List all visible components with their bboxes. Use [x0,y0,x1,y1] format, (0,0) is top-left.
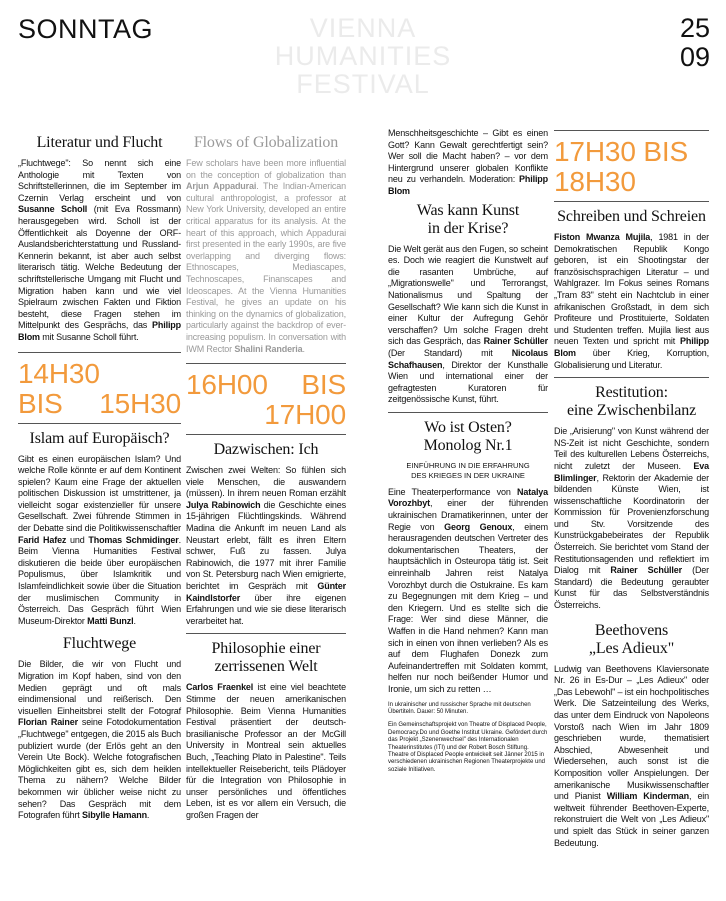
time-block: 16H00 BIS 17H00 [186,363,346,435]
article-title: Schreiben und Schreien [557,208,706,225]
festival-title [0,14,726,98]
article-title: Beethovens „Les Adieux" [588,621,675,657]
article-body: Fiston Mwanza Mujila, 1981 in der Demokratischen Republik Kongo geboren, ist ein Shootingstar der französischsprachigen Literatur – und Wahlgrazer. Im Fokus seines Romans „Tram 83" steht ein Nachtclub in einer afrikanischen Großstadt, in dem sich Profiteure und Prostituierte, Soldaten und Studenten treffen. Mujila liest aus neuen Texten und spricht mit Philipp Blom über Krieg, Korruption, Globalisierung und Literatur. [554,232,709,370]
column-3 [388,128,548,774]
article-body: Carlos Fraenkel ist eine viel beachtete Stimme der neuen amerikanischen Philosophie. Beim Vienna Humanities Festival präsentiert der deutsch-brasilianische Professor an der McGill University in Montreal sein aktuelles Buch, „Teaching Plato in Palestine". Teils intellektueller Reisebericht, teils Plädoyer für die Integration von Philosophie in unser persönliches und öffentliches Leben, ist es vor allem ein Versuch, die großen Fragen der [186,682,346,820]
date-month: 09 [679,42,710,72]
column-1 [18,130,181,824]
divider [554,377,709,378]
article-title: Wo ist Osten? Monolog Nr.1 [423,418,513,454]
festival-line-3: FESTIVAL [296,69,430,99]
article-body: Menschheitsgeschichte – Gibt es einen Gott? Kann Gewalt gerechtfertigt sein? Wer soll die Macht haben? – vor dem Hintergrund unserer globalen Konflikte neu zu verhandeln. Moderation: Philipp Blom [388,128,548,196]
article-title: Literatur und Flucht [36,134,163,151]
article-title: Philosophie einer zerrissenen Welt [211,640,321,676]
article-title: Flows of Globalization [193,134,339,151]
article-subtitle: EINFÜHRUNG IN DIE ERFAHRUNG DES KRIEGES IN DER UKRAINE [406,460,530,480]
date-label [680,14,710,72]
divider [186,633,346,634]
festival-line-1: VIENNA [309,13,417,43]
article-body: „Fluchtwege": So nennt sich eine Anthologie mit Texten von Schriftstellerinnen, die im September im Czernin Verlag erscheint und von Susanne Scholl (mit Eva Rossmann) herausgegeben wird. Scholl ist der Öffentlichkeit als Doyenne der ORF-Auslandsberichterstattung und Russland-Kennerin bekannt, ist aber auch selbst literarisch tätig. Welche Bedeutung der schriftstellerische Umgang mit Flucht und Migration haben kann und wie viel Spielraum zwischen Fakten und Fiktion besteht, diese Fragen stehen im Mittelpunkt des Gesprächs, das Philipp Blom mit Susanne Scholl führt. [18,158,182,342]
article-body: Die Welt gerät aus den Fugen, so scheint es. Doch wie reagiert die Kunstwelt auf die rasanten Umbrüche, auf „Migrationswelle" und Terrorangst, Nationalismus und Spaltung der Gesellschaft? Wie kann sich die Kunst in einer Kultur der Aufregung Gehör verschaffen? Um solche Fragen dreht sich das Gespräch, das Rainer Schüller (Der Standard) mit Nicolaus Schafhausen, Direktor der Kunsthalle Wien und international einer der gefragtesten Kuratoren für zeitgenössische Kunst, führt. [388,243,548,405]
footnote: Ein Gemeinschaftsprojekt von Theatre of Displaced People, Democracy.Do und Goethe Institut Ukraine. Gefördert durch das Projekt „Szenenwechsel" des Internationalen Theaterinstitutes (ITI) und der Robert Bosch Stiftung. Theatre of Displaced People entwickelt seit Jänner 2015 in verschiedenen ukrainischen Regionen Theaterprojekte und soziale Initiativen. [388,722,548,773]
festival-line-2: HUMANITIES [274,41,452,71]
article-body: Ludwig van Beethovens Klaviersonate Nr. 26 in Es-Dur – „Les Adieux" oder „Das Lebewohl" – ist ein hochpolitisches Werk. Die Satzeinteilung des Werks, das unter dem Eindruck von Napoleons Vorstoß nach Wien im Jahr 1809 geschrieben wurde, thematisiert Abschied, Abwesenheit und Wiedersehen, auch sonst ist die Komposition voller Anspielungen. Der amerikanische Musikwissenschaftler und Pianist William Kinderman, ein weltweit führender Beethoven-Experte, rekonstruiert die Welt von „Les Adieux" und spielt das Stück in seiner ganzen Bedeutung. [554,663,710,848]
time-block: 14H30 BIS 15H30 [18,352,181,424]
column-4 [554,130,709,851]
day-label: SONNTAG [18,14,154,44]
article-body: Zwischen zwei Welten: So fühlen sich viele Menschen, die auswandern (müssen). In ihrem neuen Roman erzählt Julya Rabinowich die Geschichte eines 15-jährigen Flüchtlingskinds. Während Madina die Ankunft im neuen Land als Neustart erlebt, fällt es ihren Eltern schwer, Fuß zu fassen. Julya Rabinowich, die 1977 mit ihrer Familie von St. Petersburg nach Wien emigrierte, berichtet im Gespräch mit Günter Kaindlstorfer über ihre eigenen Erfahrungen und wie sie diese literarisch verarbeitet hat. [186,465,346,626]
divider [388,412,548,413]
column-2 [186,130,346,824]
article-body: Eine Theaterperformance von Natalya Vorozhbyt, einer der führenden ukrainischen Dramatikerinnen, unter der Regie von Georg Genoux, einem herausragenden deutschen Vertreter des dokumentarischen Theaters, der hauptsächlich in Osteuropa tätig ist. Seit einreinhalb Jahren reist Natalya Vorozhbyt durch die Ostukraine. Es kam zu Begegnungen mit dem Krieg – und den Kriegern. Und es stellte sich die Frage: Wer sind diese Männer, die Waffen in die Hand nehmen? Kann man sich in einen von ihnen verlieben? Als es auf dem Flughafen Donezk zum Aufeinandertreffen mit Soldaten kommt, helfen nur noch beißender Humor und Ironie, um sich zu retten … [388,486,548,694]
article-title: Restitution: eine Zwischenbilanz [566,384,697,420]
time-block: 17H30 BIS 18H30 [554,130,709,202]
article-body: Die Bilder, die wir von Flucht und Migration im Kopf haben, sind von den Medien geprägt und oft mals eindimensional und reißerisch. Den visuellen Einheitsbrei stellt der Fotograf Florian Rainer seine Fotodokumentation „Fluchtwege" entgegen, die 2015 als Buch publiziert wurde (der Erlös geht an den Verein Ute Bock). Welche fotografischen Möglichkeiten gibt es, sich dem heiklen Thema zu nähern? Welche Bilder bekommen wir üblicher weise nicht zu sehen? Das Gespräch mit dem Fotografen führt Sibylle Hamann. [18,659,181,821]
article-body: Few scholars have been more influential on the conception of globalization than Arjun Appadurai. The Indian-American cultural anthropologist, a professor at New York University, developed an entire critical apparatus for its analysis. At the heart of this approach, which Appadurai first presented in the early 1990s, are five overlapping and diverging flows: Ethnoscapes, Mediascapes, Technoscapes, Finanscapes and Ideoscapes. At the Vienna Humanities Festival, he gives an update on his thinking on the dynamics of globalization, particularly against the backdrop of ever-increasing populism. In conversation with IWM Rector Shalini Randeria. [186,158,346,354]
article-title: Was kann Kunst in der Krise? [416,201,520,237]
date-day: 25 [679,13,710,43]
article-title: Fluchtwege [62,635,137,653]
article-body: Die „Arisierung" von Kunst während der NS-Zeit ist nicht Geschichte, sondern Teil des kulturellen Lebens Österreichs, nicht zuletzt der Museen. Eva Blimlinger, Rektorin der Akademie der bildenden Künste Wien, ist wissenschaftliche Koordinatorin der Kommission für Provenienzforschung und Stv. Vorsitzende des Kunstrückgabebeirates der Republik Österreich. Sie berichtet vom Stand der Restitutionsagenden und reflektiert im Dialog mit Rainer Schüller (Der Standard) die Bedeutung geraubter Kunst für das Selbstverständnis Österreichs. [554,426,710,611]
article-body: Gibt es einen europäischen Islam? Und welche Rolle könnte er auf dem Kontinent spielen? Kaum eine Frage der aktuellen politischen Diskussion ist umstrittener, ja vielleicht sogar existenzieller für unsere Gesellschaft. Zwei führende Stimmen in der Debatte sind die Politikwissenschaftler Farid Hafez und Thomas Schmidinger. Beim Vienna Humanities Festival diskutieren die beide über europäischen Populismus, über Islamkritik und Islamfeindlichkeit sowie über die Situation der muslimischen Community in Österreich. Das Gespräch führt Wien Museum-Direktor Matti Bunzl. [18,453,181,626]
article-title: Islam auf Europäisch? [29,429,170,447]
article-title: Dazwischen: Ich [213,441,319,459]
footnote: In ukrainischer und russischer Sprache mit deutschen Übertiteln. Dauer: 50 Minuten. [388,701,531,715]
